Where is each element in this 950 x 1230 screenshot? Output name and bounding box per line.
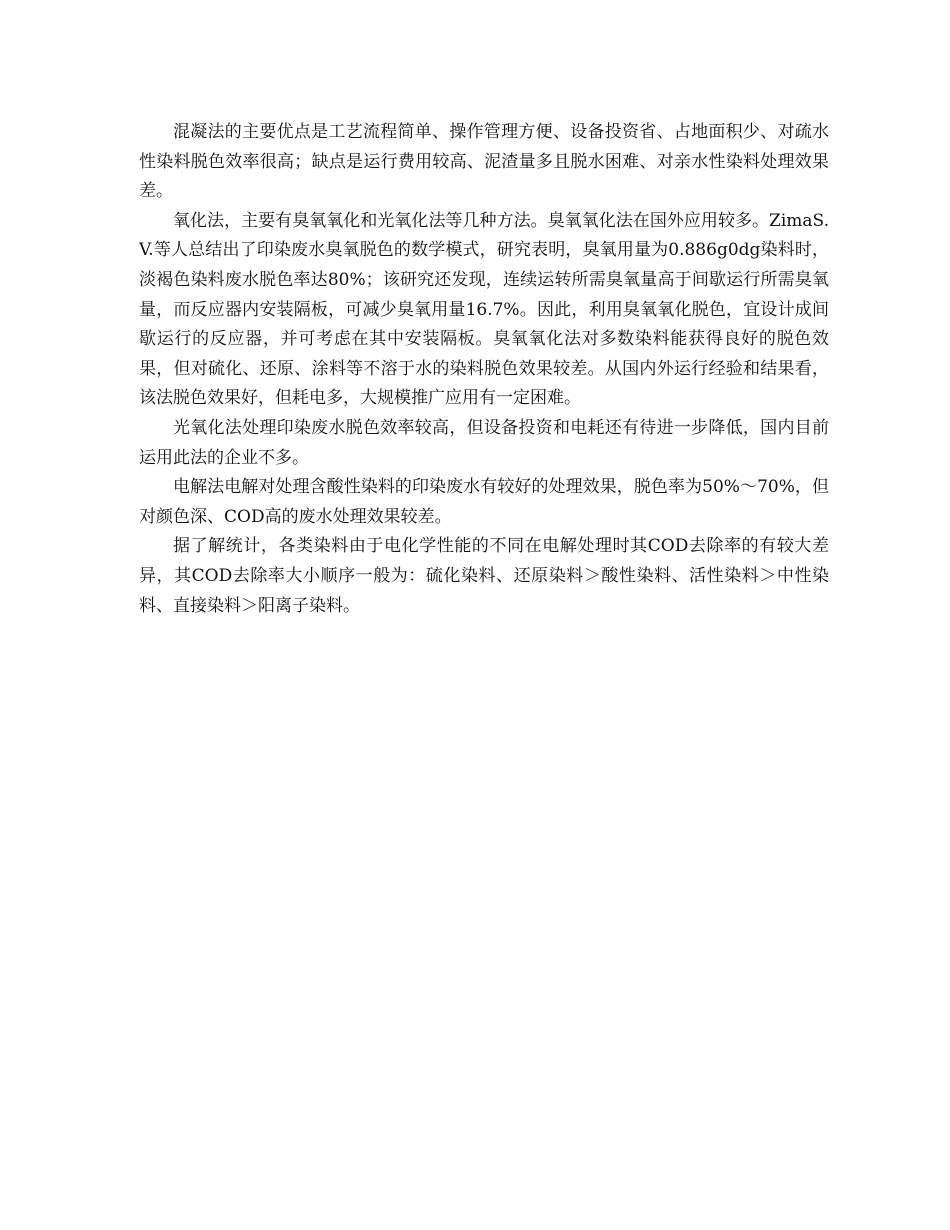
paragraph-coagulation: 混凝法的主要优点是工艺流程简单、操作管理方便、设备投资省、占地面积少、对疏水性染料脱色效率很高；缺点是运行费用较高、泥渣量多且脱水困难、对亲水性染料处理效果差。 (139, 122, 829, 202)
paragraph-cod-removal: 据了解统计，各类染料由于电化学性能的不同在电解处理时其COD去除率的有较大差异，其COD去除率大小顺序一般为：硫化染料、还原染料＞酸性染料、活性染料＞中性染料、直接染料＞阳离子染料。 (139, 536, 829, 616)
paragraph-electrolysis: 电解法电解对处理含酸性染料的印染废水有较好的处理效果，脱色率为50%～70%，但对颜色深、COD高的废水处理效果较差。 (139, 477, 829, 527)
paragraph-oxidation: 氧化法，主要有臭氧氧化和光氧化法等几种方法。臭氧氧化法在国外应用较多。ZimaS.V.等人总结出了印染废水臭氧脱色的数学模式，研究表明，臭氧用量为0.886g0dg染料时，淡褐色染料废水脱色率达80%；该研究还发现，连续运转所需臭氧量高于间歇运行所需臭氧量，而反应器内安装隔板，可减少臭氧用量16.7%。因此，利用臭氧氧化脱色，宜设计成间歇运行的反应器，并可考虑在其中安装隔板。臭氧氧化法对多数染料能获得良好的脱色效果，但对硫化、还原、涂料等不溶于水的染料脱色效果较差。从国内外运行经验和结果看，该法脱色效果好，但耗电多，大规模推广应用有一定困难。 (139, 210, 829, 409)
document-body (139, 118, 829, 621)
paragraph-photo-oxidation: 光氧化法处理印染废水脱色效率较高，但设备投资和电耗还有待进一步降低，国内目前运用此法的企业不多。 (139, 417, 829, 468)
